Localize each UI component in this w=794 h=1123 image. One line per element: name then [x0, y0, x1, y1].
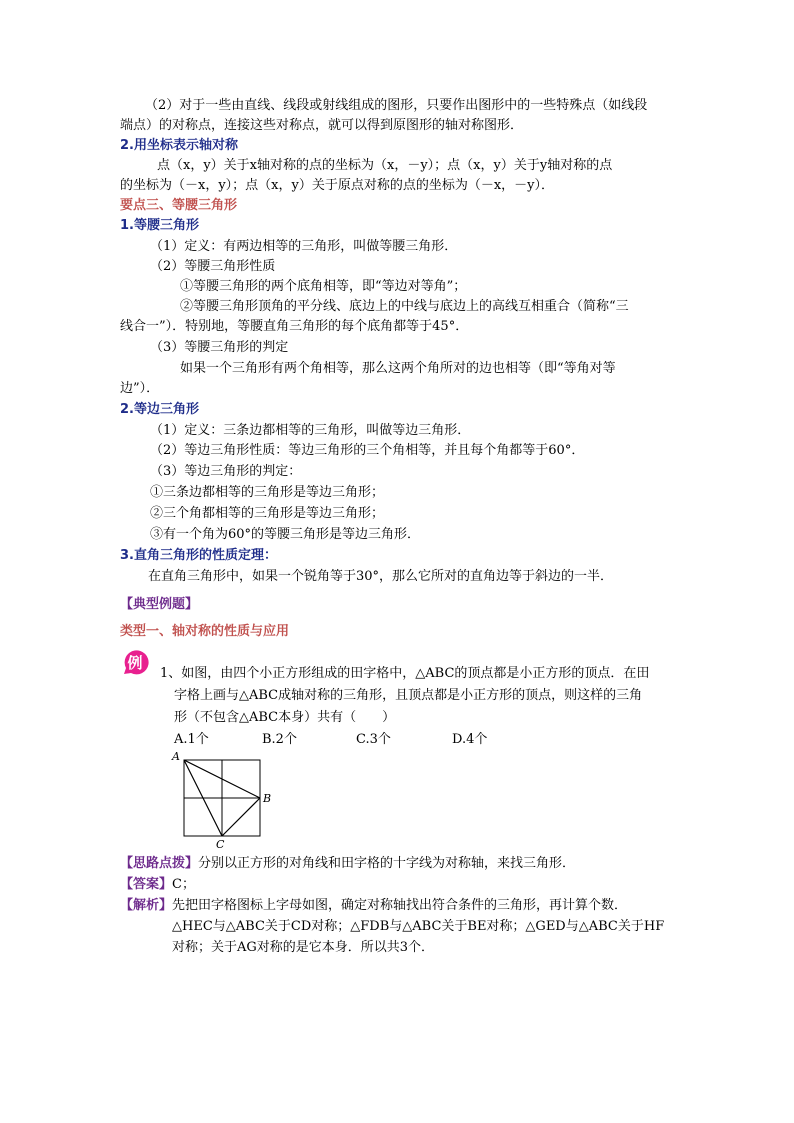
type-heading: 类型一、轴对称的性质与应用: [120, 624, 290, 639]
label-b: B: [263, 792, 272, 805]
text-line: 的坐标为（－x，y）；点（x，y）关于原点对称的点的坐标为（－x，－y）．: [120, 178, 555, 193]
text-line: ①三条边都相等的三角形是等边三角形；: [150, 485, 385, 500]
key-point-heading: 要点三、等腰三角形: [120, 198, 238, 213]
hint-label: 【思路点拨】: [120, 856, 199, 871]
section-heading: 3.直角三角形的性质定理：: [120, 548, 277, 563]
section-heading: 2.等边三角形: [120, 402, 199, 417]
example-badge-icon: [120, 648, 150, 678]
section-heading: 1.等腰三角形: [120, 218, 199, 233]
text-line: 边”）．: [120, 381, 160, 396]
answer-label: 【答案】: [120, 877, 173, 892]
text-line: ②等腰三角形顶角的平分线、底边上的中线与底边上的高线互相重合（简称“三: [180, 299, 629, 314]
text-line: 端点）的对称点，连接这些对称点，就可以得到原图形的轴对称图形．: [120, 118, 524, 133]
analysis-line: 对称；关于AG对称的是它本身．所以共3个．: [172, 940, 435, 955]
label-a: A: [172, 750, 180, 763]
text-line: 在直角三角形中，如果一个锐角等于30°，那么它所对的直角边等于斜边的一半．: [148, 569, 614, 584]
hint-line: [120, 855, 575, 873]
question-line: 1、如图，由四个小正方形组成的田字格中，△ABC的顶点都是小正方形的顶点．在田: [160, 666, 650, 681]
answer-line: [120, 876, 195, 894]
option-b: B.2个: [262, 732, 297, 747]
option-c: C.3个: [356, 732, 391, 747]
answer-text: C；: [172, 877, 195, 892]
question-line: 字格上画与△ABC成轴对称的三角形，且顶点都是小正方形的顶点，则这样的三角: [174, 688, 643, 703]
example-badge-label: 例: [127, 654, 143, 672]
analysis-label: 【解析】: [120, 898, 173, 913]
text-line: ②三个角都相等的三角形是等边三角形；: [150, 506, 385, 521]
text-line: （1）定义：三条边都相等的三角形，叫做等边三角形．: [150, 423, 471, 438]
grid-figure: [168, 750, 278, 850]
text-line: 点（x，y）关于x轴对称的点的坐标为（x，－y）；点（x，y）关于y轴对称的点: [157, 158, 613, 173]
section-heading: 2.用坐标表示轴对称: [120, 138, 238, 153]
text-line: （2）等边三角形性质：等边三角形的三个角相等，并且每个角都等于60°．: [150, 443, 585, 458]
analysis-line: △HEC与△ABC关于CD对称；△FDB与△ABC关于BE对称；△GED与△ABC关于HF: [172, 919, 665, 934]
examples-heading: 【典型例题】: [120, 597, 199, 612]
label-c: C: [216, 838, 225, 850]
hint-text: 分别以正方形的对角线和田字格的十字线为对称轴，来找三角形．: [198, 856, 576, 871]
text-line: ③有一个角为60°的等腰三角形是等边三角形．: [150, 527, 421, 542]
analysis-line: [120, 897, 627, 915]
text-line: （3）等边三角形的判定：: [150, 464, 302, 479]
text-line: （2）等腰三角形性质: [150, 259, 276, 274]
analysis-text: 先把田字格图标上字母如图，确定对称轴找出符合条件的三角形，再计算个数．: [172, 898, 628, 913]
option-d: D.4个: [452, 732, 488, 747]
question-line: 形（不包含△ABC本身）共有（ ）: [174, 710, 396, 725]
text-line: （2）对于一些由直线、线段或射线组成的图形，只要作出图形中的一些特殊点（如线段: [145, 98, 648, 113]
text-line: （3）等腰三角形的判定: [150, 340, 289, 355]
text-line: ①等腰三角形的两个底角相等，即“等边对等角”；: [180, 279, 467, 294]
option-a: A.1个: [174, 732, 209, 747]
text-line: （1）定义：有两边相等的三角形，叫做等腰三角形．: [150, 239, 458, 254]
text-line: 如果一个三角形有两个角相等，那么这两个角所对的边也相等（即“等角对等: [180, 361, 616, 376]
text-line: 线合一”）．特别地，等腰直角三角形的每个底角都等于45°．: [120, 319, 469, 334]
